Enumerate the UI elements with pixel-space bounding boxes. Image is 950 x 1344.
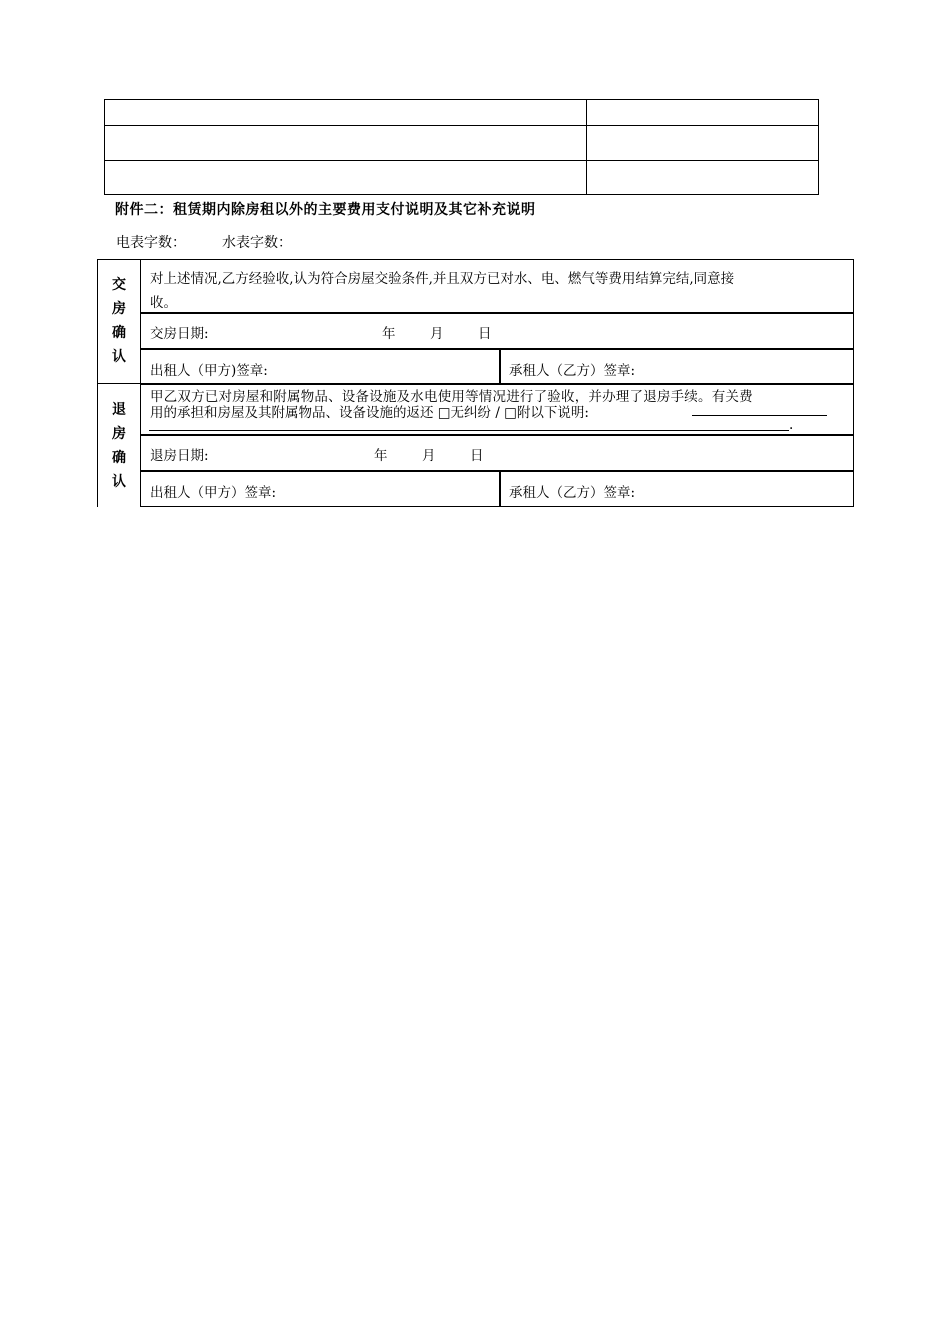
return-lessor-sign: 出租人（甲方）签章: [150, 485, 277, 501]
handover-text-cell [140, 259, 854, 314]
handover-date-label: 交房日期: [150, 326, 209, 342]
handover-lessor-sign: 出租人（甲方)签章: [150, 363, 268, 379]
table-row [105, 100, 819, 126]
label-char: 认 [112, 474, 126, 490]
table-cell [105, 100, 587, 126]
return-date-label: 退房日期: [150, 448, 209, 464]
return-month: 月 [422, 448, 436, 464]
label-char: 确 [112, 450, 126, 466]
table-cell [587, 126, 819, 161]
label-char: 确 [112, 325, 126, 341]
handover-lessor-cell [140, 348, 501, 385]
return-date-cell [140, 434, 854, 472]
return-lessee-sign: 承租人（乙方）签章: [509, 485, 636, 501]
water-meter-label: 水表字数： [222, 235, 292, 251]
return-side-label [109, 398, 129, 494]
return-text-cell [140, 383, 854, 436]
handover-day: 日 [478, 326, 492, 342]
top-table [104, 99, 819, 195]
return-text-line2: 用的承担和房屋及其附属物品、设备设施的返还 □无纠纷 / □附以下说明: [150, 405, 589, 421]
table-cell [587, 100, 819, 126]
label-char: 退 [112, 402, 126, 418]
handover-side-label [109, 273, 129, 369]
handover-lessee-sign: 承租人（乙方）签章: [509, 363, 636, 379]
return-lessor-cell [140, 470, 501, 507]
table-cell [587, 161, 819, 195]
attachment2-heading: 附件二：租赁期内除房租以外的主要费用支付说明及其它补充说明 [115, 202, 536, 218]
return-day: 日 [470, 448, 484, 464]
confirmation-form [97, 259, 854, 507]
label-char: 认 [112, 349, 126, 365]
return-lessee-cell [499, 470, 854, 507]
return-note-blank-1[interactable] [692, 415, 827, 416]
handover-date-cell [140, 312, 854, 350]
table-cell [105, 126, 587, 161]
table-row [105, 161, 819, 195]
label-char: 房 [112, 301, 126, 317]
handover-text-line2: 收。 [150, 295, 177, 311]
handover-lessee-cell [499, 348, 854, 385]
table-cell [105, 161, 587, 195]
handover-year: 年 [382, 326, 396, 342]
label-char: 房 [112, 426, 126, 442]
table-row [105, 126, 819, 161]
return-period: . [789, 417, 794, 433]
return-year: 年 [374, 448, 388, 464]
label-char: 交 [112, 277, 126, 293]
return-note-blank-2[interactable] [149, 430, 789, 431]
handover-text-line1: 对上述情况,乙方经验收,认为符合房屋交验条件,并且双方已对水、电、燃气等费用结算完结,同意接 [150, 271, 735, 287]
electric-meter-label: 电表字数： [116, 235, 186, 251]
return-text-line1: 甲乙双方已对房屋和附属物品、设备设施及水电使用等情况进行了验收，并办理了退房手续。有关费 [150, 389, 753, 405]
handover-month: 月 [430, 326, 444, 342]
